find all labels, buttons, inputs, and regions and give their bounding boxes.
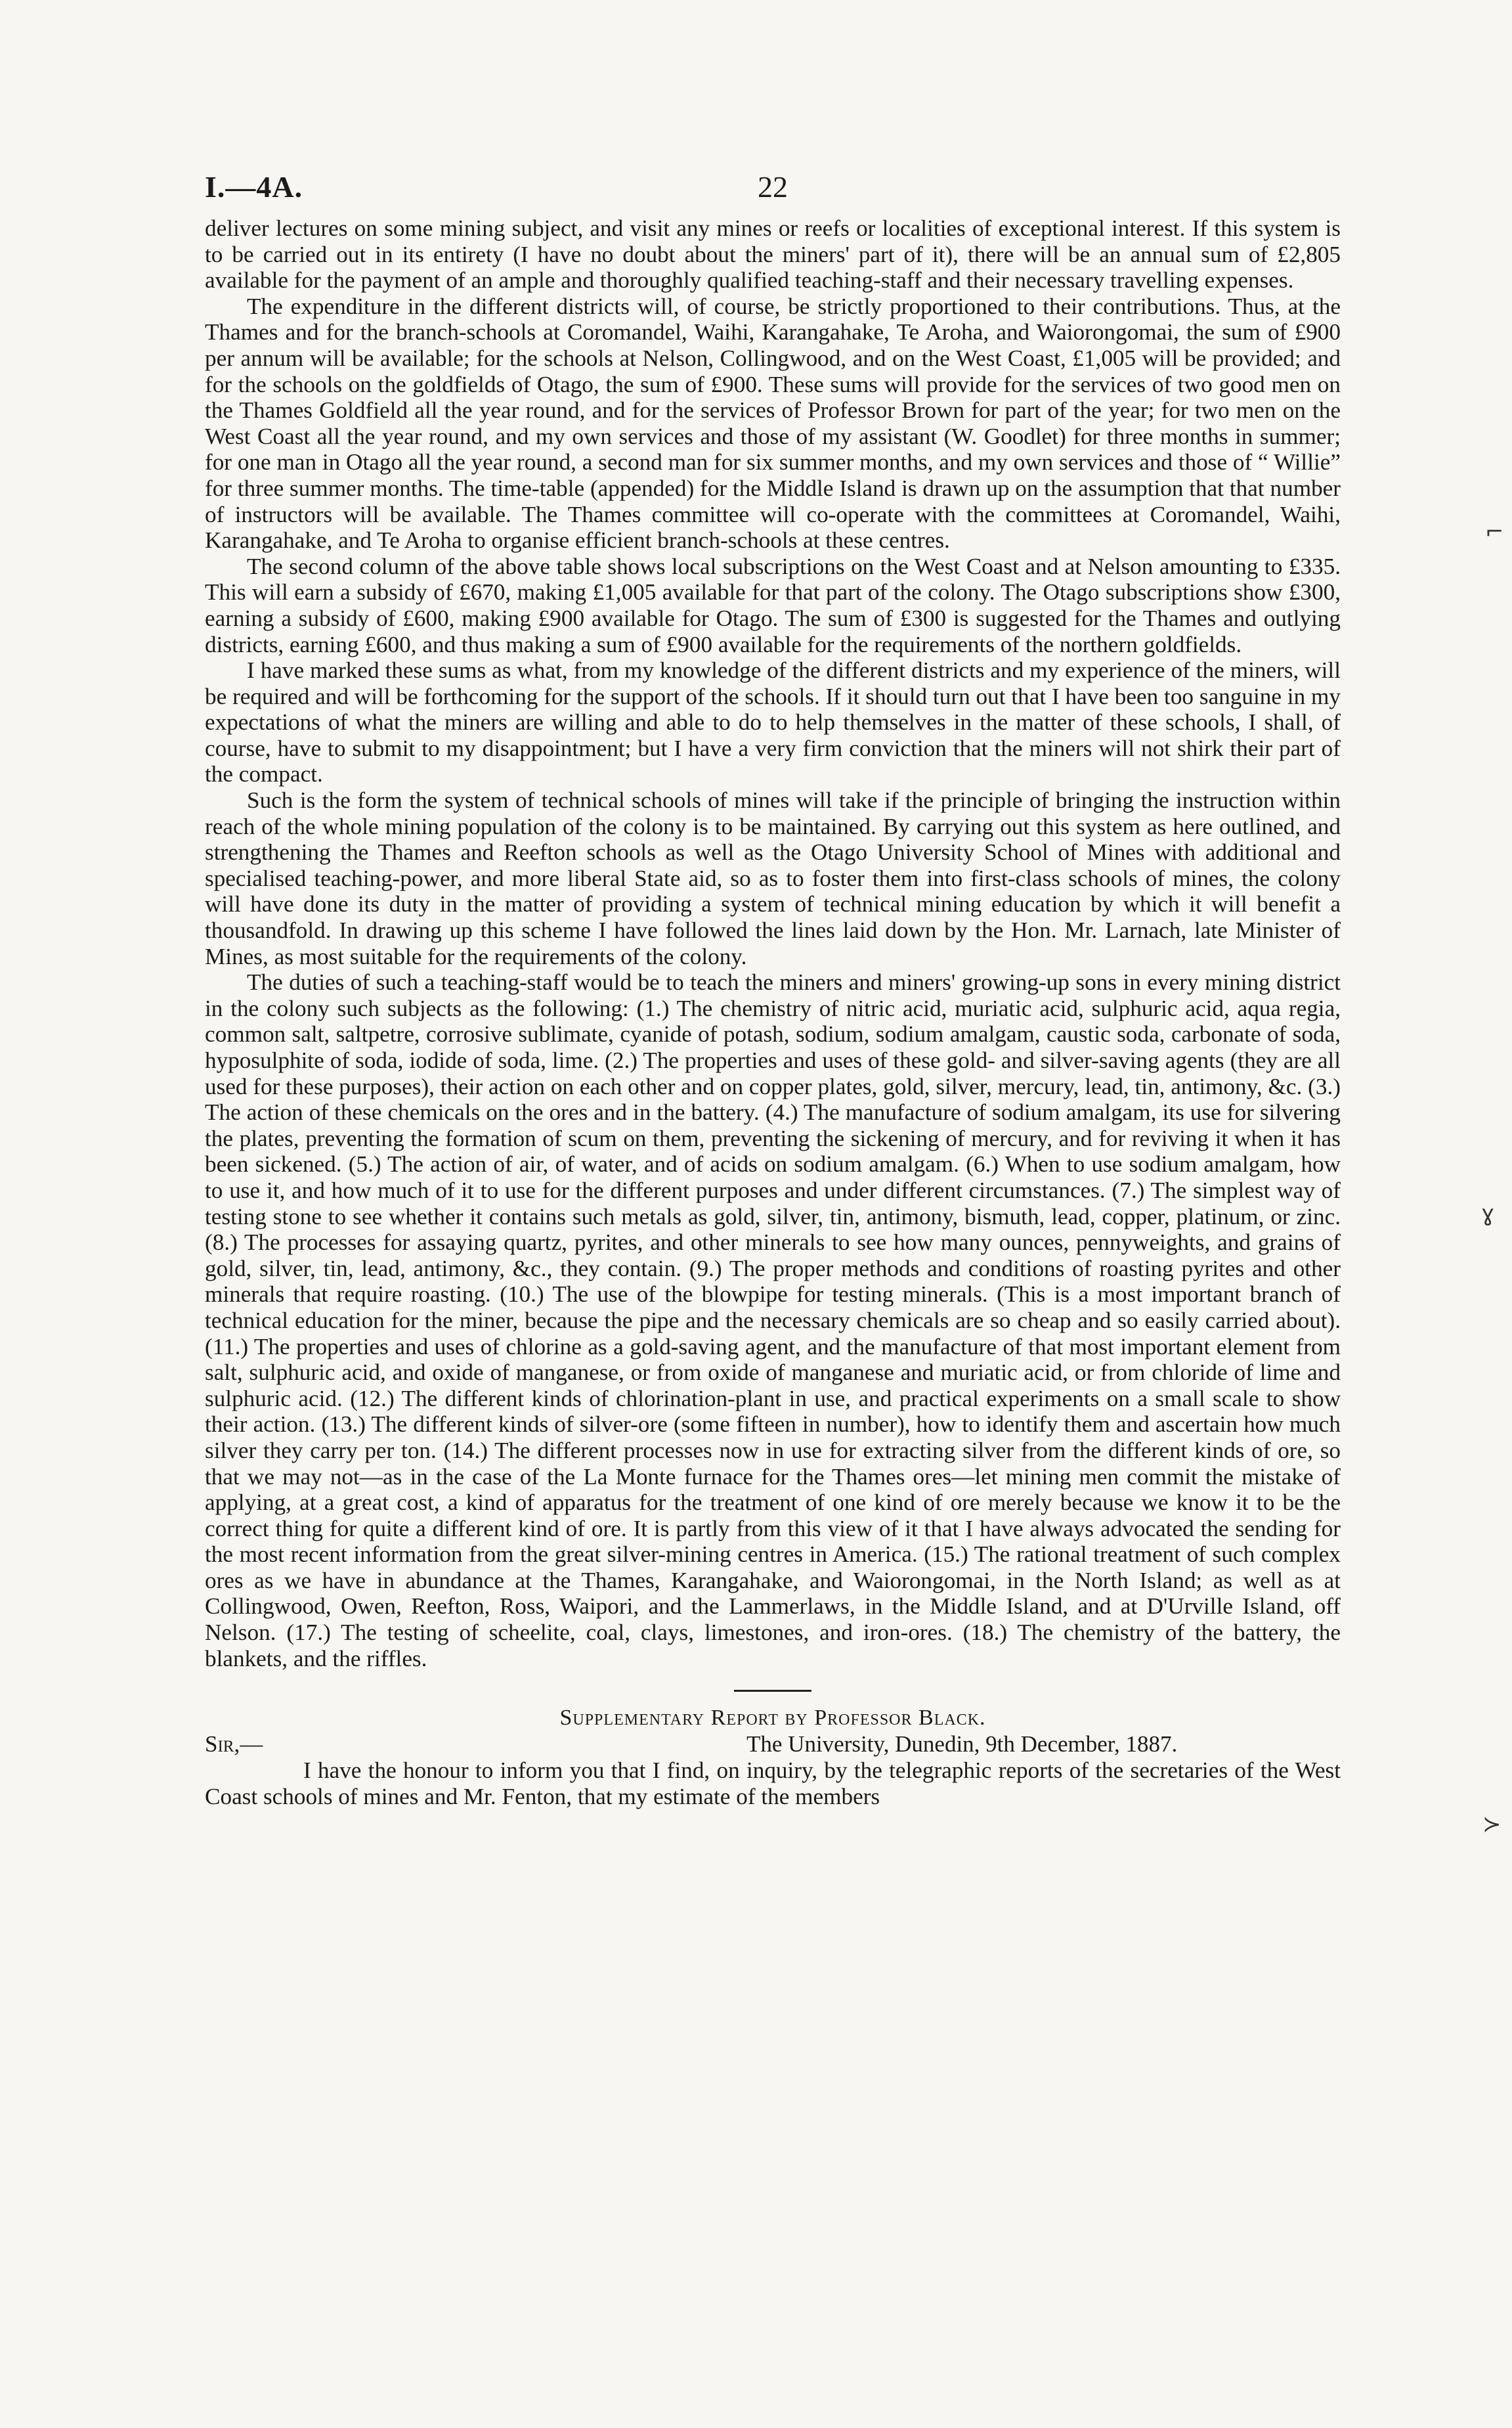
paragraph-continuation: deliver lectures on some mining subject, and visit any mines or reefs or localities of exceptional interest. If this system is to be carried out in its entirety (I have no doubt about the miners' part of it), there will be an annual sum of £2,805 available for the payment of an ample and thoroughly qualified teaching-staff and their necessary travelling expenses.	[205, 215, 1341, 294]
report-reference: I.—4A.	[205, 170, 303, 204]
page-header	[205, 169, 1341, 215]
paragraph-system-form: Such is the form the system of technical schools of mines will take if the principle of bringing the instruction within reach of the whole mining population of the colony is to be maintained. By carrying out this system as here outlined, and strengthening the Thames and Reefton schools as well as the Otago University School of Mines with additional and specialised teaching-power, and more liberal State aid, so as to foster them into first-class schools of mines, the colony will have done its duty in the matter of providing a system of technical mining education by which it will benefit a thousandfold. In drawing up this scheme I have followed the lines laid down by the Hon. Mr. Larnach, late Minister of Mines, as most suitable for the requirements of the colony.	[205, 787, 1341, 969]
margin-check-mark: ɣ	[1481, 1201, 1495, 1227]
letter-body: I have the honour to inform you that I find, on inquiry, by the telegraphic reports of the secretaries of the West Coast schools of mines and Mr. Fenton, that my estimate of the members	[205, 1757, 1341, 1809]
section-divider	[734, 1690, 811, 1692]
letter-heading	[205, 1731, 1341, 1757]
margin-dash-mark: ⌐	[1485, 519, 1504, 545]
paragraph-subscriptions: The second column of the above table shows local subscriptions on the West Coast and at Nelson amounting to £335. This will earn a subsidy of £670, making £1,005 available for that part of the colony. The Otago subscriptions show £300, earning a subsidy of £600, making £900 available for Otago. The sum of £300 is suggested for the Thames and outlying districts, earning £600, and thus making a sum of £900 available for the requirements of the northern goldfields.	[205, 553, 1341, 657]
page-number: 22	[758, 170, 788, 204]
letter-address-date: The University, Dunedin, 9th December, 1887.	[746, 1731, 1178, 1757]
paragraph-expenditure: The expenditure in the different districts will, of course, be strictly proportioned to their contributions. Thus, at the Thames and for the branch-schools at Coromandel, Waihi, Karangahake, Te Aroha, and Waiorongomai, the sum of £900 per annum will be available; for the schools at Nelson, Collingwood, and on the West Coast, £1,005 will be provided; and for the schools on the goldfields of Otago, the sum of £900. These sums will provide for the services of two good men on the Thames Goldfield all the year round, and for the services of Professor Brown for part of the year; for two men on the West Coast all the year round, and my own services and those of my assistant (W. Goodlet) for three months in summer; for one man in Otago all the year round, a second man for six summer months, and my own services and those of “ Willie” for three summer months. The time-table (appended) for the Middle Island is drawn up on the assumption that that number of instructors will be available. The Thames committee will co-operate with the committees at Coromandel, Waihi, Karangahake, and Te Aroha to organise efficient branch-schools at these centres.	[205, 293, 1341, 554]
letter-salutation: Sir,—	[205, 1731, 263, 1757]
document-page	[205, 169, 1341, 1809]
paragraph-estimates: I have marked these sums as what, from my knowledge of the different districts and my experience of the miners, will be required and will be forthcoming for the support of the schools. If it should turn out that I have been too sanguine in my expectations of what the miners are willing and able to do to help themselves in the matter of these schools, I shall, of course, have to submit to my disappointment; but I have a very firm conviction that the miners will not shirk their part of the compact.	[205, 657, 1341, 787]
margin-arrow-mark: ≻	[1482, 1811, 1501, 1838]
report-body	[205, 215, 1341, 1671]
supplementary-report-title: Supplementary Report by Professor Black.	[559, 1706, 986, 1731]
paragraph-teaching-duties: The duties of such a teaching-staff would be to teach the miners and miners' growing-up sons in every mining district in the colony such subjects as the following: (1.) The chemistry of nitric acid, muriatic acid, sulphuric acid, aqua regia, common salt, saltpetre, corrosive sublimate, cyanide of potash, sodium, sodium amalgam, caustic soda, carbonate of soda, hyposulphite of soda, iodide of soda, lime. (2.) The properties and uses of these gold- and silver-saving agents (they are all used for these purposes), their action on each other and on copper plates, gold, silver, mercury, lead, tin, antimony, &c. (3.) The action of these chemicals on the ores and in the battery. (4.) The manufacture of sodium amalgam, its use for silvering the plates, preventing the formation of scum on them, preventing the sickening of mercury, and for reviving it when it has been sickened. (5.) The action of air, of water, and of acids on sodium amalgam. (6.) When to use sodium amalgam, how to use it, and how much of it to use for the different purposes and under different circumstances. (7.) The simplest way of testing stone to see whether it contains such metals as gold, silver, tin, antimony, bismuth, lead, copper, platinum, or zinc. (8.) The processes for assaying quartz, pyrites, and other minerals to see how many ounces, pennyweights, and grains of gold, silver, tin, lead, antimony, &c., they contain. (9.) The proper methods and conditions of roasting pyrites and other minerals that require roasting. (10.) The use of the blowpipe for testing minerals. (This is a most important branch of technical education for the miner, because the pipe and the necessary chemicals are so cheap and so easily carried about). (11.) The properties and uses of chlorine as a gold-saving agent, and the manufacture of that most important element from salt, sulphuric acid, and oxide of manganese, or from oxide of manganese and muriatic acid, or from chloride of lime and sulphuric acid. (12.) The different kinds of chlorination-plant in use, and practical experiments on a small scale to show their action. (13.) The different kinds of silver-ore (some fifteen in number), how to identify them and ascertain how much silver they carry per ton. (14.) The different processes now in use for extracting silver from the different kinds of ore, so that we may not—as in the case of the La Monte furnace for the Thames ores—let mining men commit the mistake of applying, at a great cost, a kind of apparatus for the treatment of one kind of ore merely because we know it to be the correct thing for quite a different kind of ore. It is partly from this view of it that I have always advocated the sending for the most recent information from the great silver-mining centres in America. (15.) The rational treatment of such complex ores as we have in abundance at the Thames, Karangahake, and Waiorongomai, in the North Island; as well as at Collingwood, Owen, Reefton, Ross, Waipori, and the Lammerlaws, in the Middle Island, and at D'Urville Island, off Nelson. (17.) The testing of scheelite, coal, clays, limestones, and iron-ores. (18.) The chemistry of the battery, the blankets, and the riffles.	[205, 969, 1341, 1671]
